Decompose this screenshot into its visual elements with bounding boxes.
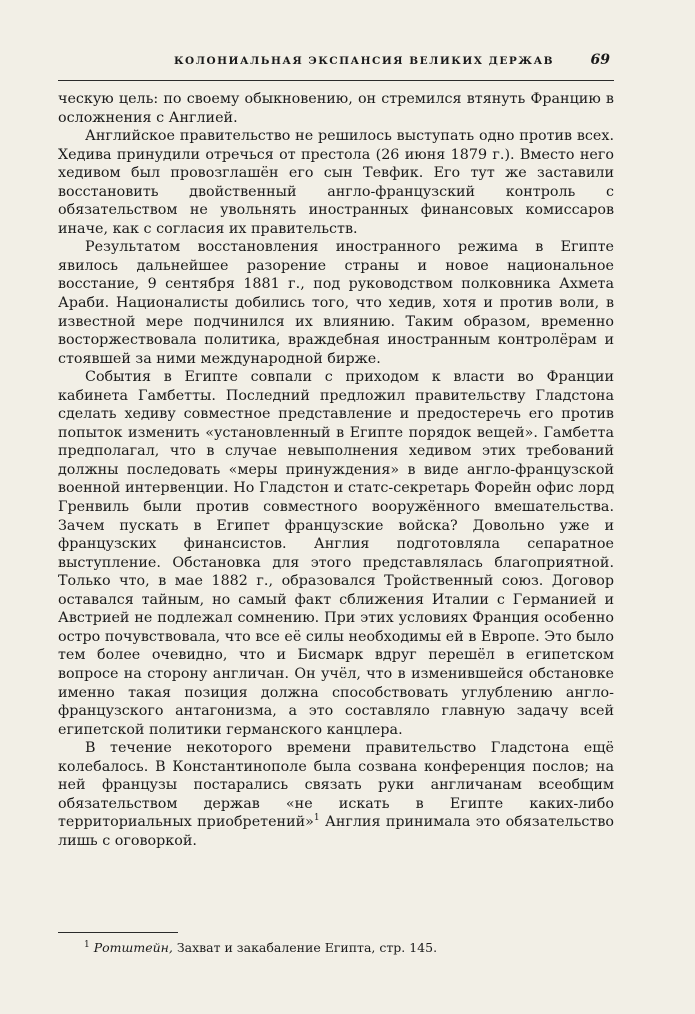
footnote-author: Ротштейн, xyxy=(93,940,173,955)
footnote-rule xyxy=(58,932,178,933)
paragraph-text-end: Англия принимала это обязательство лишь с оговоркой. xyxy=(58,814,614,849)
paragraph-gambetta-cabinet: События в Египте совпали с приходом к власти во Франции кабинета Гамбетты. Последний предложил правительству Гладстона сделать хедиву совместное представление и предостеречь его против попыток изменить «установленный в Египте порядок вещей». Гамбетта предполагал, что в случае невыполнения хедивом этих требований должны последовать «меры принуждения» в виде англо-французской военной интервенции. Но Гладстон и статс-секретарь Форейн офис лорд Гренвиль были против совместного вооружённого вмешательства. Зачем пускать в Египет французские войска? Довольно уже и французских финансистов. Англия подготовляла сепаратное выступление. Обстановка для этого представлялась благоприятной. Только что, в мае 1882 г., образовался Тройственный союз. Договор оставался тайным, но самый факт сближения Италии с Германией и Австрией не подлежал сомнению. При этих условиях Франция особенно остро почувствовала, что все её силы необходимы ей в Европе. Это было тем более очевидно, что и Бисмарк вдруг перешёл в египетском вопросе на сторону англичан. Он учёл, что в изменившейся обстановке именно такая позиция должна способствовать углублению англо-французского антагонизма, а это составляло главную задачу всей египетской политики германского канцлера. xyxy=(58,369,614,738)
running-head: КОЛОНИАЛЬНАЯ ЭКСПАНСИЯ ВЕЛИКИХ ДЕРЖАВ xyxy=(174,55,554,67)
page-header xyxy=(58,52,610,74)
paragraph-gladstone-hesitation xyxy=(58,739,614,850)
footnote-text: Захват и закабаление Египта, стр. 145. xyxy=(172,940,438,955)
body-text xyxy=(58,90,614,850)
footnote-marker: 1 xyxy=(313,813,320,824)
footnote xyxy=(84,940,604,956)
paragraph-national-uprising: Результатом восстановления иностранного режима в Египте явилось дальнейшее разорение страны и новое национальное восстание, 9 сентября 1881 г., под руководством полковника Ахмета Араби. Националисты добились того, что хедив, хотя и против воли, в известной мере подчинился их влиянию. Таким образом, временно восторжествовала политика, враждебная иностранным контролёрам и стоявшей за ними международной бирже. xyxy=(58,239,614,367)
page-number: 69 xyxy=(590,52,610,68)
paragraph-text: В течение некоторого времени правительство Гладстона ещё колебалось. В Константинополе была созвана конференция послов; на ней французы постарались связать руки англичанам всеобщим обязательством держав «не искать в Египте каких-либо территориальных приобретений» xyxy=(58,740,614,831)
header-rule xyxy=(58,80,614,81)
paragraph-continuation: ческую цель: по своему обыкновению, он стремился втянуть Францию в осложнения с Англией. xyxy=(58,91,614,126)
footnote-number: 1 xyxy=(84,939,90,950)
paragraph-english-government: Английское правительство не решилось выступать одно против всех. Хедива принудили отречься от престола (26 июня 1879 г.). Вместо него хедивом был провозглашён его сын Тевфик. Его тут же заставили восстановить двойственный англо-французский контроль с обязательством не увольнять иностранных финансовых комиссаров иначе, как с согласия их правительств. xyxy=(58,128,614,237)
